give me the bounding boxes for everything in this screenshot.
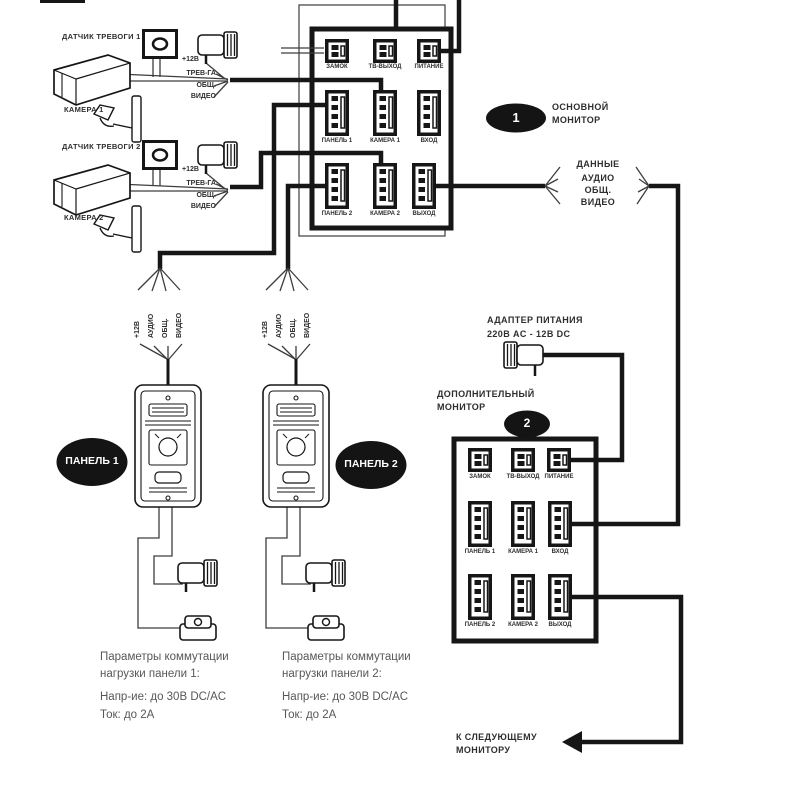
connector-camera2-icon — [511, 574, 535, 620]
add-connector-tvout-label: ТВ-ВЫХОД — [506, 474, 540, 480]
additional-monitor-title-line2: МОНИТОР — [437, 402, 486, 412]
panel1-badge: ПАНЕЛЬ 1 — [65, 455, 119, 467]
camera2-12v-label: +12В — [182, 166, 199, 173]
panel1-note-line3: Напр-ие: до 30В DC/AC — [100, 691, 227, 703]
panel1-note-line1: Параметры коммутации — [100, 651, 229, 663]
adapter-label-line1: АДАПТЕР ПИТАНИЯ — [487, 315, 583, 325]
panel2-note-line2: нагрузки панели 2: — [282, 668, 382, 680]
panel2-wire-12v-label: +12В — [262, 321, 269, 338]
connector-panel2-icon — [325, 163, 349, 209]
door-panel1-icon — [135, 385, 201, 507]
main-monitor-title-line1: ОСНОВНОЙ — [552, 102, 609, 112]
camera1-icon — [54, 55, 141, 142]
camera1-wire-alarm-label: ТРЕВ-ГА — [186, 70, 216, 77]
next-monitor-label-line1: К СЛЕДУЮЩЕМУ — [456, 732, 538, 742]
panel1-load-adapter-icon — [178, 560, 217, 592]
panel2-wire-video-label: ВИДЕО — [304, 312, 311, 338]
main-monitor-badge: 1 — [512, 110, 520, 125]
connector-power-icon — [547, 448, 571, 472]
add-connector-in-label: ВХОД — [551, 549, 569, 555]
camera1-wire-video-label: ВИДЕО — [190, 93, 216, 100]
panel1-wire-common-label: ОБЩ. — [162, 318, 169, 338]
camera2-label: КАМЕРА 2 — [64, 213, 104, 222]
panel2-door-lock-icon — [308, 616, 344, 640]
camera1-label: КАМЕРА 1 — [64, 105, 104, 114]
connector-panel1-icon — [325, 90, 349, 136]
sensor1-label: ДАТЧИК ТРЕВОГИ 1 — [62, 32, 141, 41]
main-connector-tvout-label: ТВ-ВЫХОД — [368, 64, 402, 70]
connector-panel1-icon — [468, 501, 492, 547]
camera2-icon — [54, 165, 141, 252]
main-connector-out-label: ВЫХОД — [412, 211, 436, 217]
panel1-wire-12v-label: +12В — [134, 321, 141, 338]
camera2-wire-video-label: ВИДЕО — [190, 203, 216, 210]
connector-camera2-icon — [373, 163, 397, 209]
camera1-power-adapter-icon — [198, 32, 237, 64]
panel1-door-lock-icon — [180, 616, 216, 640]
bus-common-label: ОБЩ. — [584, 185, 612, 195]
panel1-note-line2: нагрузки панели 1: — [100, 668, 200, 680]
additional-monitor-title-line1: ДОПОЛНИТЕЛЬНЫЙ — [437, 389, 535, 399]
camera1-12v-label: +12В — [182, 56, 199, 63]
panel-stems — [168, 359, 296, 386]
panel1-note-line4: Ток: до 2А — [100, 709, 155, 721]
main-connector-camera1-label: КАМЕРА 1 — [370, 138, 400, 144]
connector-in-icon — [548, 501, 572, 547]
camera2-wire-alarm-label: ТРЕВ-ГА — [186, 180, 216, 187]
adapter-label-line2: 220В AC - 12В DC — [487, 329, 571, 339]
add-connector-out-label: ВЫХОД — [548, 622, 572, 628]
panel2-note-line1: Параметры коммутации — [282, 651, 411, 663]
panel2-wire-common-label: ОБЩ. — [290, 318, 297, 338]
connector-power-icon — [417, 39, 441, 63]
bus-data-label: ДАННЫЕ — [576, 159, 620, 169]
camera2-wire-common-label: ОБЩ. — [196, 192, 216, 199]
main-connector-lock-label: ЗАМОК — [326, 64, 348, 70]
add-connector-panel1-label: ПАНЕЛЬ 1 — [464, 549, 496, 555]
camera2-power-adapter-icon — [198, 142, 237, 174]
connector-camera1-icon — [373, 90, 397, 136]
add-connector-lock-label: ЗАМОК — [469, 474, 491, 480]
panel2-load-adapter-icon — [306, 560, 345, 592]
add-connector-panel2-label: ПАНЕЛЬ 2 — [464, 622, 496, 628]
panel1-wire-audio-label: АУДИО — [148, 313, 155, 338]
add-connector-power-label: ПИТАНИЕ — [544, 474, 574, 480]
door-panel2-icon — [263, 385, 329, 507]
panel2-wire-audio-label: АУДИО — [276, 313, 283, 338]
main-connector-panel2-label: ПАНЕЛЬ 2 — [321, 211, 353, 217]
bus-video-label: ВИДЕО — [580, 197, 616, 207]
connector-tv-out-icon — [511, 448, 535, 472]
connector-lock-icon — [325, 39, 349, 63]
connector-tv-out-icon — [373, 39, 397, 63]
add-connector-camera1-label: КАМЕРА 1 — [508, 549, 538, 555]
camera1-wire-common-label: ОБЩ. — [196, 82, 216, 89]
main-monitor-title-line2: МОНИТОР — [552, 115, 601, 125]
panel1-wire-video-label: ВИДЕО — [176, 312, 183, 338]
arrow-left-icon — [562, 731, 582, 753]
connector-panel2-icon — [468, 574, 492, 620]
scan-artifact-top — [40, 0, 85, 3]
add-connector-camera2-label: КАМЕРА 2 — [508, 622, 538, 628]
next-monitor-label-line2: МОНИТОРУ — [456, 745, 511, 755]
additional-monitor-adapter-icon — [504, 342, 543, 376]
additional-monitor-badge: 2 — [523, 416, 531, 430]
connector-in-icon — [417, 90, 441, 136]
connector-lock-icon — [468, 448, 492, 472]
bus-audio-label: АУДИО — [581, 173, 615, 183]
main-connector-power-label: ПИТАНИЕ — [414, 64, 444, 70]
connector-out-icon — [412, 163, 436, 209]
connector-out-icon — [548, 574, 572, 620]
main-connector-panel1-label: ПАНЕЛЬ 1 — [321, 138, 353, 144]
main-connector-in-label: ВХОД — [420, 138, 438, 144]
panel2-badge: ПАНЕЛЬ 2 — [344, 458, 398, 470]
alarm-sensor1-icon — [144, 31, 177, 58]
panel2-note-line4: Ток: до 2А — [282, 709, 337, 721]
main-connector-camera2-label: КАМЕРА 2 — [370, 211, 400, 217]
sensor2-label: ДАТЧИК ТРЕВОГИ 2 — [62, 142, 141, 151]
panel2-note-line3: Напр-ие: до 30В DC/AC — [282, 691, 409, 703]
connector-camera1-icon — [511, 501, 535, 547]
alarm-sensor2-icon — [144, 142, 177, 169]
